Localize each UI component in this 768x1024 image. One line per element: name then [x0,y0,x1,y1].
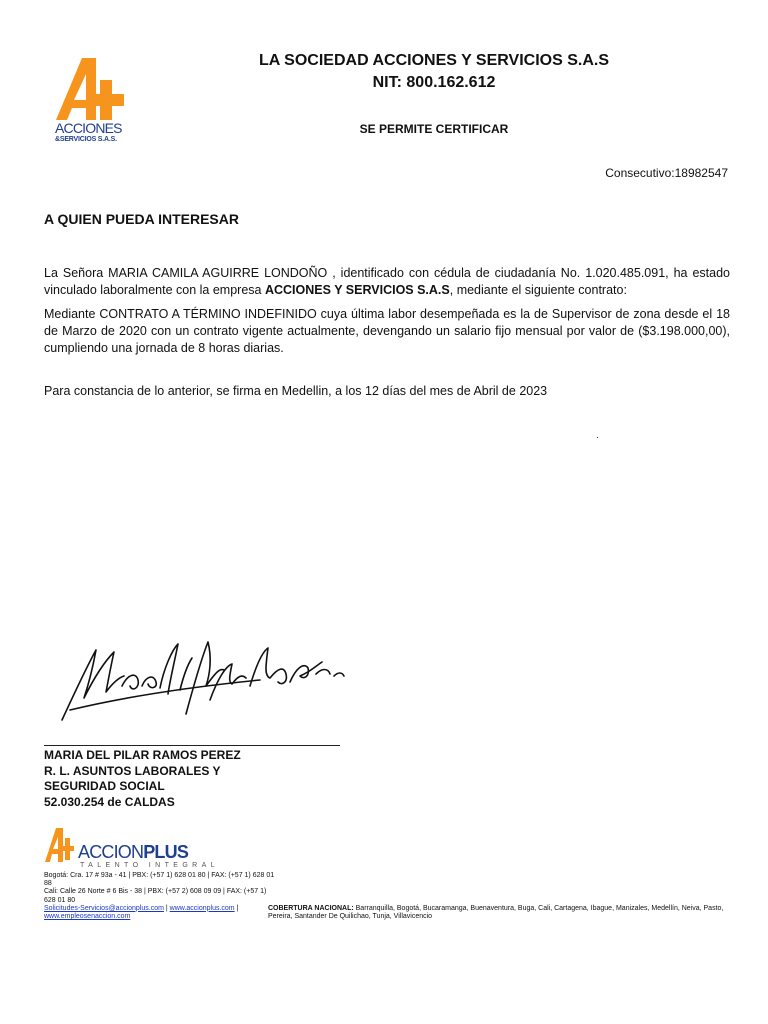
address-bogota: Bogotá: Cra. 17 # 93a - 41 | PBX: (+57 1) 628 01 80 | FAX: (+57 1) 628 01 88 [44,872,275,888]
sign-month: Abril [473,384,499,398]
paragraph-contract [44,306,730,357]
national-coverage [268,905,730,921]
start-date: 18 de Marzo de 2020 [44,307,731,338]
footer-links [44,905,276,921]
company-title: LA SOCIEDAD ACCIONES Y SERVICIOS S.A.S [259,52,609,69]
signature-line [44,745,340,746]
p3-text-b: días del mes de [378,384,474,398]
salutation: A QUIEN PUEDA INTERESAR [44,211,239,227]
separator: | [234,904,239,912]
p3-text-c: de [498,384,520,398]
accionplus-logo-icon [44,826,74,866]
footer-addresses [44,872,276,921]
paragraph-employee [44,265,730,299]
coverage-label: COBERTURA NACIONAL: [268,905,354,912]
signer-id: 52.030.254 de CALDAS [44,794,175,809]
stray-dot: . [596,430,599,441]
signer-name: MARIA DEL PILAR RAMOS PEREZ [44,748,241,762]
brand-part-a: ACCION [78,842,144,862]
email-link[interactable]: Solicitudes-Servicios@accionplus.com [44,904,164,912]
logo-wordmark [55,121,122,143]
p2-text-c: desde el [660,307,717,321]
job-role: Supervisor de zona [551,307,661,321]
p2-text-d: con un contrato vigente actualmente, devengando un salario fijo mensual por valor de ($3.198.000,00), cumpliendo una jornada de 8 horas diarias. [44,324,730,355]
p1-text-b: , identificado con cédula de ciudadanía No. 1.020.485.091, ha estado vinculado laboralmente con la empresa [44,266,730,297]
p1-text-c: , mediante el siguiente contrato: [449,283,627,297]
paragraph-signature-date [44,383,730,400]
logo-name: ACCIONES [55,120,122,136]
p3-text-a: Para constancia de lo anterior, se firma en Medellin, a los [44,384,366,398]
logo-sub: &SERVICIOS S.A.S. [55,136,117,143]
p2-text-a: Mediante [44,307,100,321]
address-cali: Cali: Calle 26 Norte # 6 Bis - 38 | PBX: (+57 2) 608 09 09 | FAX: (+57 1) 628 01 80 [44,888,267,904]
signer-block [44,748,241,810]
employer-name: ACCIONES Y SERVICIOS S.A.S [264,283,450,297]
brand-tagline: TALENTO INTEGRAL [80,862,219,869]
handwritten-signature [60,628,350,728]
brand-part-b: PLUS [143,842,189,862]
separator: | [163,904,170,912]
p2-text-b: cuya última labor desempeñada es la de [316,307,552,321]
accionplus-brand [78,842,188,863]
company-nit: NIT: 800.162.612 [372,74,496,91]
contract-type: CONTRATO A TÉRMINO INDEFINIDO [99,307,317,321]
signer-role-line-1: R. L. ASUNTOS LABORALES Y [44,763,221,778]
p1-text-a: La Señora [44,266,109,280]
sign-day: 12 [365,384,379,398]
signer-role-line-2: SEGURIDAD SOCIAL [44,779,165,793]
consecutive-number: Consecutivo:18982547 [605,166,728,180]
website-link[interactable]: www.accionplus.com [169,904,235,912]
coverage-cities: Barranquilla, Bogotá, Bucaramanga, Buenaventura, Buga, Cali, Cartagena, Ibague, Manizales, Medellín, Neiva, Pasto, Pereira, Santander De Quilichao, Tunja, Villavicencio [268,905,724,921]
sign-year: 2023 [519,384,548,398]
employee-name: MARIA CAMILA AGUIRRE LONDOÑO [108,266,328,280]
certify-heading: SE PERMITE CERTIFICAR [359,122,509,136]
jobs-link[interactable]: www.empleosenaccion.com [44,913,131,921]
